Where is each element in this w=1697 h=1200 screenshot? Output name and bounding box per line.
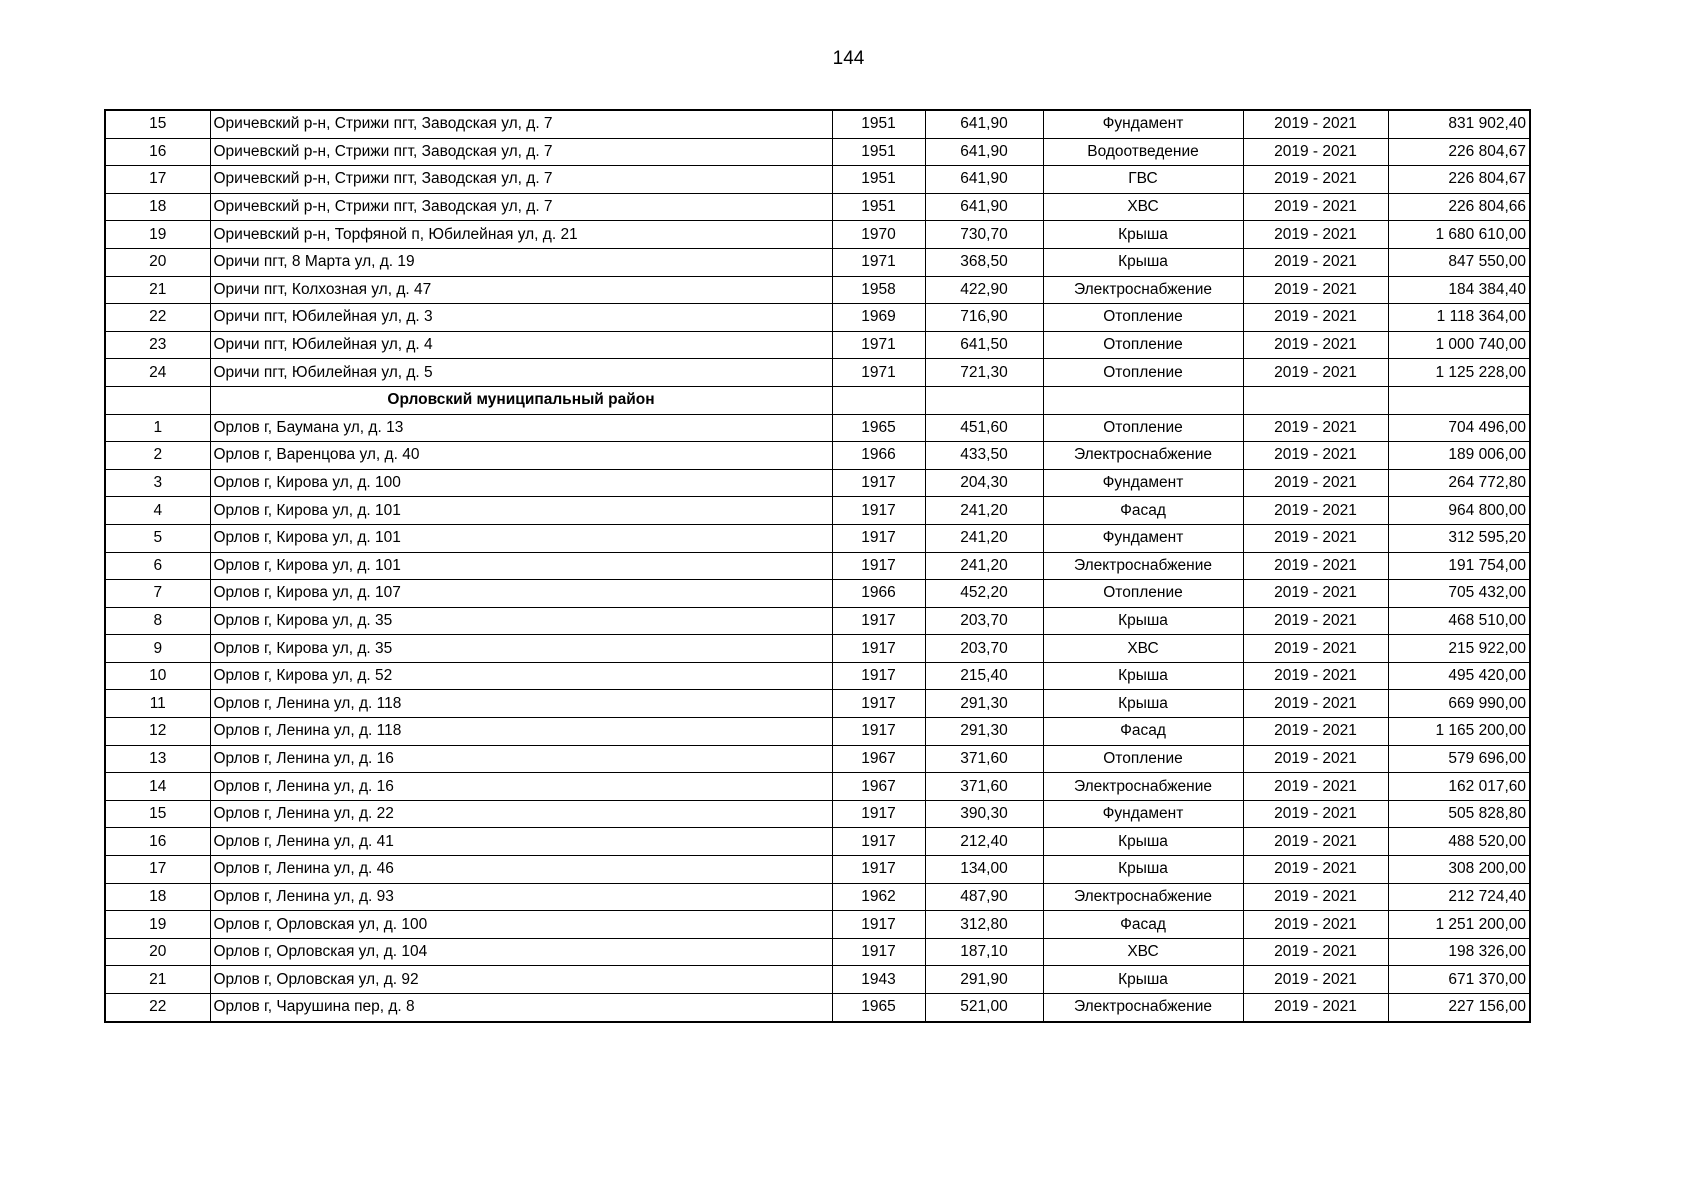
row-number: 5 xyxy=(105,524,210,552)
period-cell: 2019 - 2021 xyxy=(1243,690,1388,718)
table-row xyxy=(105,166,1530,194)
table-body xyxy=(105,110,1530,1022)
area-cell: 204,30 xyxy=(925,469,1043,497)
table-row xyxy=(105,911,1530,939)
period-cell: 2019 - 2021 xyxy=(1243,442,1388,470)
work-type-cell: Отопление xyxy=(1043,359,1243,387)
period-cell: 2019 - 2021 xyxy=(1243,497,1388,525)
area-cell: 371,60 xyxy=(925,745,1043,773)
area-cell: 451,60 xyxy=(925,414,1043,442)
work-type-cell: Фундамент xyxy=(1043,469,1243,497)
row-number: 24 xyxy=(105,359,210,387)
work-type-cell: Крыша xyxy=(1043,248,1243,276)
period-cell: 2019 - 2021 xyxy=(1243,110,1388,138)
year-cell: 1917 xyxy=(832,800,925,828)
address-cell: Оричи пгт, Юбилейная ул, д. 5 xyxy=(210,359,832,387)
area-cell: 730,70 xyxy=(925,221,1043,249)
area-cell: 641,90 xyxy=(925,138,1043,166)
table-row xyxy=(105,966,1530,994)
row-number: 13 xyxy=(105,745,210,773)
cost-cell: 162 017,60 xyxy=(1388,773,1530,801)
table-row xyxy=(105,442,1530,470)
work-type-cell: Электроснабжение xyxy=(1043,994,1243,1022)
work-type-cell: Фасад xyxy=(1043,718,1243,746)
work-type-cell xyxy=(1043,386,1243,414)
table-row xyxy=(105,938,1530,966)
address-cell: Орлов г, Орловская ул, д. 100 xyxy=(210,911,832,939)
cost-cell: 189 006,00 xyxy=(1388,442,1530,470)
address-cell: Орлов г, Орловская ул, д. 92 xyxy=(210,966,832,994)
period-cell: 2019 - 2021 xyxy=(1243,166,1388,194)
address-cell: Орлов г, Кирова ул, д. 100 xyxy=(210,469,832,497)
work-type-cell: Крыша xyxy=(1043,662,1243,690)
address-cell: Орлов г, Кирова ул, д. 35 xyxy=(210,607,832,635)
work-type-cell: Крыша xyxy=(1043,828,1243,856)
address-cell: Орлов г, Ленина ул, д. 118 xyxy=(210,718,832,746)
cost-cell: 1 000 740,00 xyxy=(1388,331,1530,359)
year-cell: 1917 xyxy=(832,552,925,580)
year-cell: 1917 xyxy=(832,856,925,884)
cost-cell: 308 200,00 xyxy=(1388,856,1530,884)
year-cell: 1917 xyxy=(832,607,925,635)
area-cell: 721,30 xyxy=(925,359,1043,387)
period-cell: 2019 - 2021 xyxy=(1243,966,1388,994)
row-number: 20 xyxy=(105,938,210,966)
work-type-cell: Фасад xyxy=(1043,911,1243,939)
table-row xyxy=(105,552,1530,580)
area-cell: 521,00 xyxy=(925,994,1043,1022)
cost-cell: 226 804,67 xyxy=(1388,138,1530,166)
work-type-cell: Фундамент xyxy=(1043,110,1243,138)
table-row xyxy=(105,138,1530,166)
address-cell: Орлов г, Баумана ул, д. 13 xyxy=(210,414,832,442)
period-cell: 2019 - 2021 xyxy=(1243,138,1388,166)
work-type-cell: Крыша xyxy=(1043,856,1243,884)
table-row xyxy=(105,331,1530,359)
table-row xyxy=(105,580,1530,608)
table-row xyxy=(105,248,1530,276)
period-cell: 2019 - 2021 xyxy=(1243,193,1388,221)
section-header-row xyxy=(105,386,1530,414)
table-row xyxy=(105,800,1530,828)
cost-cell: 226 804,66 xyxy=(1388,193,1530,221)
work-type-cell: ХВС xyxy=(1043,193,1243,221)
table-row xyxy=(105,828,1530,856)
work-type-cell: Отопление xyxy=(1043,414,1243,442)
address-cell: Оричи пгт, 8 Марта ул, д. 19 xyxy=(210,248,832,276)
address-cell: Орлов г, Ленина ул, д. 16 xyxy=(210,745,832,773)
year-cell: 1917 xyxy=(832,635,925,663)
work-type-cell: Электроснабжение xyxy=(1043,552,1243,580)
year-cell: 1969 xyxy=(832,304,925,332)
area-cell: 241,20 xyxy=(925,524,1043,552)
period-cell: 2019 - 2021 xyxy=(1243,552,1388,580)
cost-cell: 198 326,00 xyxy=(1388,938,1530,966)
address-cell: Орлов г, Ленина ул, д. 46 xyxy=(210,856,832,884)
area-cell: 390,30 xyxy=(925,800,1043,828)
work-type-cell: ХВС xyxy=(1043,635,1243,663)
cost-cell: 1 251 200,00 xyxy=(1388,911,1530,939)
year-cell: 1971 xyxy=(832,248,925,276)
year-cell xyxy=(832,386,925,414)
area-cell: 291,30 xyxy=(925,690,1043,718)
area-cell: 241,20 xyxy=(925,497,1043,525)
year-cell: 1951 xyxy=(832,193,925,221)
row-number: 10 xyxy=(105,662,210,690)
cost-cell: 505 828,80 xyxy=(1388,800,1530,828)
address-cell: Орлов г, Кирова ул, д. 101 xyxy=(210,524,832,552)
cost-cell xyxy=(1388,386,1530,414)
cost-cell: 215 922,00 xyxy=(1388,635,1530,663)
area-cell: 291,30 xyxy=(925,718,1043,746)
address-cell: Орлов г, Кирова ул, д. 52 xyxy=(210,662,832,690)
period-cell: 2019 - 2021 xyxy=(1243,911,1388,939)
cost-cell: 964 800,00 xyxy=(1388,497,1530,525)
row-number xyxy=(105,386,210,414)
address-cell: Орлов г, Кирова ул, д. 101 xyxy=(210,497,832,525)
table-row xyxy=(105,524,1530,552)
row-number: 21 xyxy=(105,276,210,304)
row-number: 3 xyxy=(105,469,210,497)
period-cell: 2019 - 2021 xyxy=(1243,221,1388,249)
row-number: 7 xyxy=(105,580,210,608)
table-row xyxy=(105,221,1530,249)
year-cell: 1971 xyxy=(832,331,925,359)
period-cell: 2019 - 2021 xyxy=(1243,248,1388,276)
work-type-cell: Электроснабжение xyxy=(1043,276,1243,304)
period-cell: 2019 - 2021 xyxy=(1243,580,1388,608)
year-cell: 1951 xyxy=(832,166,925,194)
cost-cell: 1 165 200,00 xyxy=(1388,718,1530,746)
cost-cell: 705 432,00 xyxy=(1388,580,1530,608)
address-cell: Оричевский р-н, Стрижи пгт, Заводская ул, д. 7 xyxy=(210,166,832,194)
area-cell: 312,80 xyxy=(925,911,1043,939)
row-number: 11 xyxy=(105,690,210,718)
row-number: 14 xyxy=(105,773,210,801)
year-cell: 1966 xyxy=(832,442,925,470)
period-cell: 2019 - 2021 xyxy=(1243,524,1388,552)
table-row xyxy=(105,690,1530,718)
year-cell: 1917 xyxy=(832,690,925,718)
table-row xyxy=(105,110,1530,138)
cost-cell: 1 680 610,00 xyxy=(1388,221,1530,249)
year-cell: 1966 xyxy=(832,580,925,608)
table-row xyxy=(105,773,1530,801)
table-row xyxy=(105,856,1530,884)
period-cell: 2019 - 2021 xyxy=(1243,662,1388,690)
address-cell: Орлов г, Ленина ул, д. 16 xyxy=(210,773,832,801)
table-row xyxy=(105,359,1530,387)
year-cell: 1965 xyxy=(832,994,925,1022)
year-cell: 1970 xyxy=(832,221,925,249)
period-cell: 2019 - 2021 xyxy=(1243,414,1388,442)
address-cell: Оричевский р-н, Стрижи пгт, Заводская ул, д. 7 xyxy=(210,138,832,166)
cost-cell: 488 520,00 xyxy=(1388,828,1530,856)
address-cell: Орлов г, Кирова ул, д. 35 xyxy=(210,635,832,663)
cost-cell: 1 118 364,00 xyxy=(1388,304,1530,332)
row-number: 22 xyxy=(105,994,210,1022)
work-type-cell: Фундамент xyxy=(1043,524,1243,552)
area-cell: 452,20 xyxy=(925,580,1043,608)
cost-cell: 847 550,00 xyxy=(1388,248,1530,276)
cost-cell: 495 420,00 xyxy=(1388,662,1530,690)
year-cell: 1967 xyxy=(832,745,925,773)
work-type-cell: Электроснабжение xyxy=(1043,773,1243,801)
table-row xyxy=(105,994,1530,1022)
work-type-cell: ГВС xyxy=(1043,166,1243,194)
table-row xyxy=(105,469,1530,497)
period-cell: 2019 - 2021 xyxy=(1243,469,1388,497)
area-cell: 641,90 xyxy=(925,193,1043,221)
area-cell: 203,70 xyxy=(925,635,1043,663)
work-type-cell: ХВС xyxy=(1043,938,1243,966)
year-cell: 1962 xyxy=(832,883,925,911)
cost-cell: 468 510,00 xyxy=(1388,607,1530,635)
address-cell: Орлов г, Ленина ул, д. 41 xyxy=(210,828,832,856)
table-row xyxy=(105,276,1530,304)
row-number: 9 xyxy=(105,635,210,663)
table-row xyxy=(105,745,1530,773)
period-cell: 2019 - 2021 xyxy=(1243,635,1388,663)
cost-cell: 227 156,00 xyxy=(1388,994,1530,1022)
year-cell: 1951 xyxy=(832,110,925,138)
table-row xyxy=(105,193,1530,221)
row-number: 17 xyxy=(105,166,210,194)
area-cell: 641,50 xyxy=(925,331,1043,359)
period-cell: 2019 - 2021 xyxy=(1243,745,1388,773)
table-row xyxy=(105,304,1530,332)
period-cell: 2019 - 2021 xyxy=(1243,773,1388,801)
cost-cell: 831 902,40 xyxy=(1388,110,1530,138)
section-title: Орловский муниципальный район xyxy=(210,386,832,414)
work-type-cell: Крыша xyxy=(1043,966,1243,994)
area-cell: 187,10 xyxy=(925,938,1043,966)
address-cell: Орлов г, Ленина ул, д. 118 xyxy=(210,690,832,718)
period-cell: 2019 - 2021 xyxy=(1243,800,1388,828)
row-number: 2 xyxy=(105,442,210,470)
period-cell xyxy=(1243,386,1388,414)
year-cell: 1917 xyxy=(832,662,925,690)
cost-cell: 212 724,40 xyxy=(1388,883,1530,911)
address-cell: Орлов г, Чарушина пер, д. 8 xyxy=(210,994,832,1022)
area-cell: 371,60 xyxy=(925,773,1043,801)
address-cell: Оричи пгт, Юбилейная ул, д. 3 xyxy=(210,304,832,332)
row-number: 4 xyxy=(105,497,210,525)
period-cell: 2019 - 2021 xyxy=(1243,276,1388,304)
work-type-cell: Крыша xyxy=(1043,690,1243,718)
row-number: 12 xyxy=(105,718,210,746)
table-row xyxy=(105,662,1530,690)
area-cell: 134,00 xyxy=(925,856,1043,884)
row-number: 8 xyxy=(105,607,210,635)
work-type-cell: Водоотведение xyxy=(1043,138,1243,166)
row-number: 19 xyxy=(105,911,210,939)
row-number: 22 xyxy=(105,304,210,332)
year-cell: 1917 xyxy=(832,524,925,552)
area-cell: 241,20 xyxy=(925,552,1043,580)
row-number: 1 xyxy=(105,414,210,442)
year-cell: 1951 xyxy=(832,138,925,166)
period-cell: 2019 - 2021 xyxy=(1243,359,1388,387)
year-cell: 1917 xyxy=(832,911,925,939)
work-type-cell: Крыша xyxy=(1043,607,1243,635)
row-number: 23 xyxy=(105,331,210,359)
page-number: 144 xyxy=(832,48,865,69)
year-cell: 1917 xyxy=(832,469,925,497)
table-row xyxy=(105,607,1530,635)
area-cell: 641,90 xyxy=(925,110,1043,138)
period-cell: 2019 - 2021 xyxy=(1243,607,1388,635)
period-cell: 2019 - 2021 xyxy=(1243,856,1388,884)
row-number: 21 xyxy=(105,966,210,994)
area-cell: 368,50 xyxy=(925,248,1043,276)
address-cell: Оричевский р-н, Стрижи пгт, Заводская ул, д. 7 xyxy=(210,193,832,221)
cost-cell: 579 696,00 xyxy=(1388,745,1530,773)
address-cell: Орлов г, Кирова ул, д. 101 xyxy=(210,552,832,580)
year-cell: 1967 xyxy=(832,773,925,801)
cost-cell: 191 754,00 xyxy=(1388,552,1530,580)
table-row xyxy=(105,635,1530,663)
area-cell: 203,70 xyxy=(925,607,1043,635)
year-cell: 1943 xyxy=(832,966,925,994)
row-number: 18 xyxy=(105,193,210,221)
address-cell: Орлов г, Кирова ул, д. 107 xyxy=(210,580,832,608)
period-cell: 2019 - 2021 xyxy=(1243,304,1388,332)
area-cell: 716,90 xyxy=(925,304,1043,332)
address-cell: Орлов г, Варенцова ул, д. 40 xyxy=(210,442,832,470)
address-cell: Орлов г, Орловская ул, д. 104 xyxy=(210,938,832,966)
row-number: 17 xyxy=(105,856,210,884)
cost-cell: 1 125 228,00 xyxy=(1388,359,1530,387)
area-cell: 641,90 xyxy=(925,166,1043,194)
cost-cell: 312 595,20 xyxy=(1388,524,1530,552)
year-cell: 1917 xyxy=(832,828,925,856)
period-cell: 2019 - 2021 xyxy=(1243,883,1388,911)
address-cell: Орлов г, Ленина ул, д. 22 xyxy=(210,800,832,828)
address-cell: Орлов г, Ленина ул, д. 93 xyxy=(210,883,832,911)
year-cell: 1917 xyxy=(832,497,925,525)
area-cell: 487,90 xyxy=(925,883,1043,911)
row-number: 16 xyxy=(105,138,210,166)
cost-cell: 669 990,00 xyxy=(1388,690,1530,718)
cost-cell: 704 496,00 xyxy=(1388,414,1530,442)
work-type-cell: Крыша xyxy=(1043,221,1243,249)
work-type-cell: Отопление xyxy=(1043,745,1243,773)
work-type-cell: Фасад xyxy=(1043,497,1243,525)
area-cell: 212,40 xyxy=(925,828,1043,856)
row-number: 15 xyxy=(105,110,210,138)
period-cell: 2019 - 2021 xyxy=(1243,718,1388,746)
work-type-cell: Электроснабжение xyxy=(1043,442,1243,470)
period-cell: 2019 - 2021 xyxy=(1243,331,1388,359)
work-type-cell: Отопление xyxy=(1043,580,1243,608)
year-cell: 1971 xyxy=(832,359,925,387)
address-cell: Оричевский р-н, Стрижи пгт, Заводская ул, д. 7 xyxy=(210,110,832,138)
table-row xyxy=(105,718,1530,746)
year-cell: 1917 xyxy=(832,938,925,966)
year-cell: 1958 xyxy=(832,276,925,304)
table-row xyxy=(105,883,1530,911)
address-cell: Оричи пгт, Колхозная ул, д. 47 xyxy=(210,276,832,304)
year-cell: 1965 xyxy=(832,414,925,442)
table-row xyxy=(105,497,1530,525)
row-number: 15 xyxy=(105,800,210,828)
address-cell: Оричи пгт, Юбилейная ул, д. 4 xyxy=(210,331,832,359)
address-cell: Оричевский р-н, Торфяной п, Юбилейная ул, д. 21 xyxy=(210,221,832,249)
area-cell: 422,90 xyxy=(925,276,1043,304)
row-number: 19 xyxy=(105,221,210,249)
area-cell: 215,40 xyxy=(925,662,1043,690)
table-row xyxy=(105,414,1530,442)
row-number: 16 xyxy=(105,828,210,856)
row-number: 20 xyxy=(105,248,210,276)
area-cell: 433,50 xyxy=(925,442,1043,470)
housing-repair-table xyxy=(104,109,1531,1023)
cost-cell: 671 370,00 xyxy=(1388,966,1530,994)
row-number: 18 xyxy=(105,883,210,911)
year-cell: 1917 xyxy=(832,718,925,746)
area-cell: 291,90 xyxy=(925,966,1043,994)
period-cell: 2019 - 2021 xyxy=(1243,828,1388,856)
work-type-cell: Фундамент xyxy=(1043,800,1243,828)
work-type-cell: Электроснабжение xyxy=(1043,883,1243,911)
work-type-cell: Отопление xyxy=(1043,331,1243,359)
cost-cell: 226 804,67 xyxy=(1388,166,1530,194)
row-number: 6 xyxy=(105,552,210,580)
cost-cell: 184 384,40 xyxy=(1388,276,1530,304)
cost-cell: 264 772,80 xyxy=(1388,469,1530,497)
period-cell: 2019 - 2021 xyxy=(1243,938,1388,966)
work-type-cell: Отопление xyxy=(1043,304,1243,332)
period-cell: 2019 - 2021 xyxy=(1243,994,1388,1022)
area-cell xyxy=(925,386,1043,414)
